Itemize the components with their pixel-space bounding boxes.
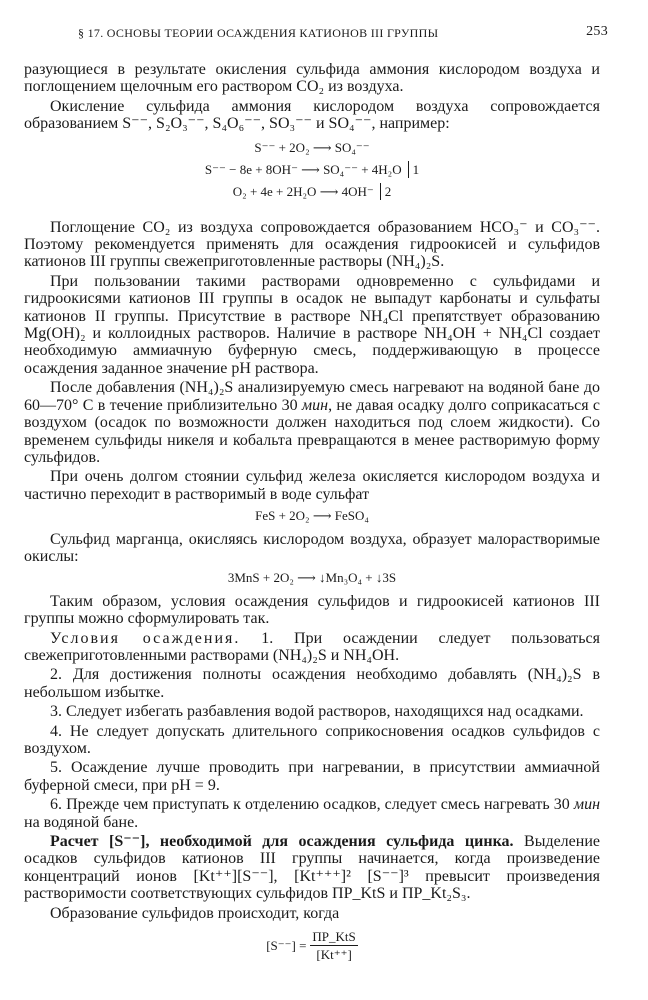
calculation-paragraph	[24, 833, 600, 903]
paragraph-last: Образование сульфидов происходит, когда	[50, 904, 340, 922]
header-title: § 17. ОСНОВЫ ТЕОРИИ ОСАЖДЕНИЯ КАТИОНОВ III ГРУППЫ	[78, 26, 439, 40]
body-text	[24, 61, 600, 964]
equation-3-multiplier: 2	[380, 183, 392, 200]
paragraph-5	[24, 379, 600, 466]
unit-minutes: мин	[301, 396, 329, 414]
equation-2: S⁻⁻ − 8e + 8OH⁻ ⟶ SO₄⁻⁻ + 4H₂O	[204, 161, 402, 177]
equation-row	[24, 181, 600, 203]
final-eq-lhs: [S⁻⁻] =	[266, 938, 307, 954]
condition-3: 3. Следует избегать разбавления водой растворов, находящихся над осадками.	[50, 703, 584, 721]
paragraph-8: Таким образом, условия осаждения сульфидов и гидроокисей катионов III группы можно сформулировать так.	[24, 592, 600, 628]
paragraph-4: При пользовании такими растворами одновременно с сульфидами и гидроокисями катионов III группы в осадок не выпадут карбонаты и сульфаты катионов II группы. Присутствие в растворе NH₄Cl препятствует образованию Mg(OH)₂ и коллоидных растворов. Наличие в растворе NH₄OH + NH₄Cl создает необходимую аммиачную буферную смесь, поддерживающую в процессе осаждения заданное значение pH раствора.	[24, 272, 600, 377]
paragraph-1: разующиеся в результате окисления сульфида аммония кислородом воздуха и поглощением щелочным его раствором CO₂ из воздуха.	[24, 61, 600, 96]
final-eq-fraction	[310, 928, 357, 964]
condition-4: 4. Не следует допускать длительного соприкосновения осадков сульфидов с воздухом.	[24, 722, 600, 757]
unit-minutes: мин	[573, 796, 601, 814]
final-eq-numerator: ПР_KtS	[310, 928, 357, 946]
equation-3: O₂ + 4e + 2H₂O ⟶ 4OH⁻	[232, 183, 374, 199]
equation-2-multiplier: 1	[408, 161, 420, 178]
calculation-heading: Расчет [S⁻⁻], необходимой для осаждения сульфида цинка.	[50, 833, 514, 851]
paragraph-5-part-b: , не давая осадку долго соприкасаться с воздухом (осадок по возможности должен находиться под слоем жидкости). Со временем сульфиды никеля и кобальта превращаются в менее растворимую форму сульфидов.	[24, 396, 600, 466]
paragraph-2: Окисление сульфида аммония кислородом воздуха сопровождается образованием S⁻⁻, S₂O₃⁻⁻, S₄O₆⁻⁻, SO₃⁻⁻ и SO₄⁻⁻, например:	[24, 97, 600, 133]
page-number: 253	[586, 24, 608, 39]
running-header	[78, 24, 608, 44]
condition-1	[24, 630, 600, 665]
paragraph-6: При очень долгом стоянии сульфид железа окисляется кислородом воздуха и частично переходит в растворимый в воде сульфат	[24, 468, 600, 503]
equation-sulfide-concentration	[24, 928, 600, 964]
final-eq-denominator: [Kt⁺⁺]	[316, 947, 352, 963]
condition-1-text: 1. При осаждении следует пользоваться свежеприготовленными растворами (NH₄)₂S и NH₄OH.	[24, 629, 601, 664]
paragraph-5-part-a: После добавления (NH₄)₂S анализируемую смесь нагревают на водяной бане до 60—70° C в течение приблизительно 30	[24, 379, 600, 414]
equation-row	[24, 137, 600, 159]
paragraph-3: Поглощение CO₂ из воздуха сопровождается образованием HCO₃⁻ и CO₃⁻⁻. Поэтому рекомендуется применять для осаждения гидроокисей и сульфидов катионов III группы свежеприготовленные растворы (NH₄)₂S.	[24, 218, 600, 271]
condition-5: 5. Осаждение лучше проводить при нагревании, в присутствии аммиачной буферной смеси, при pH = 9.	[24, 759, 600, 794]
calculation-body: Выделение осадков сульфидов катионов III группы начинается, когда произведение концентраций ионов [Kt⁺⁺][S⁻⁻], [Kt⁺⁺⁺]² [S⁻⁻]³ превысит произведения растворимости соответствующих сульфидов ПР_KtS и ПР_Kt₂S₃.	[24, 833, 600, 903]
condition-6-part-b: на водяной бане.	[24, 813, 139, 831]
equation-block-oxidation	[24, 137, 600, 203]
equation-iron: FeS + 2O₂ ⟶ FeSO₄	[255, 508, 369, 524]
condition-6	[24, 796, 600, 831]
paragraph-7: Сульфид марганца, окисляясь кислородом воздуха, образует малорастворимые окислы:	[24, 530, 600, 565]
equation-1: S⁻⁻ + 2O₂ ⟶ SO₄⁻⁻	[254, 139, 370, 155]
conditions-label: Условия осаждения.	[50, 629, 241, 647]
condition-6-part-a: 6. Прежде чем приступать к отделению осадков, следует смесь нагревать 30	[50, 796, 570, 814]
equation-manganese: 3MnS + 2O₂ ⟶ ↓Mn₃O₄ + ↓3S	[227, 570, 397, 586]
condition-2: 2. Для достижения полноты осаждения необходимо добавлять (NH₄)₂S в небольшом избытке.	[24, 666, 600, 701]
equation-row	[24, 159, 600, 181]
